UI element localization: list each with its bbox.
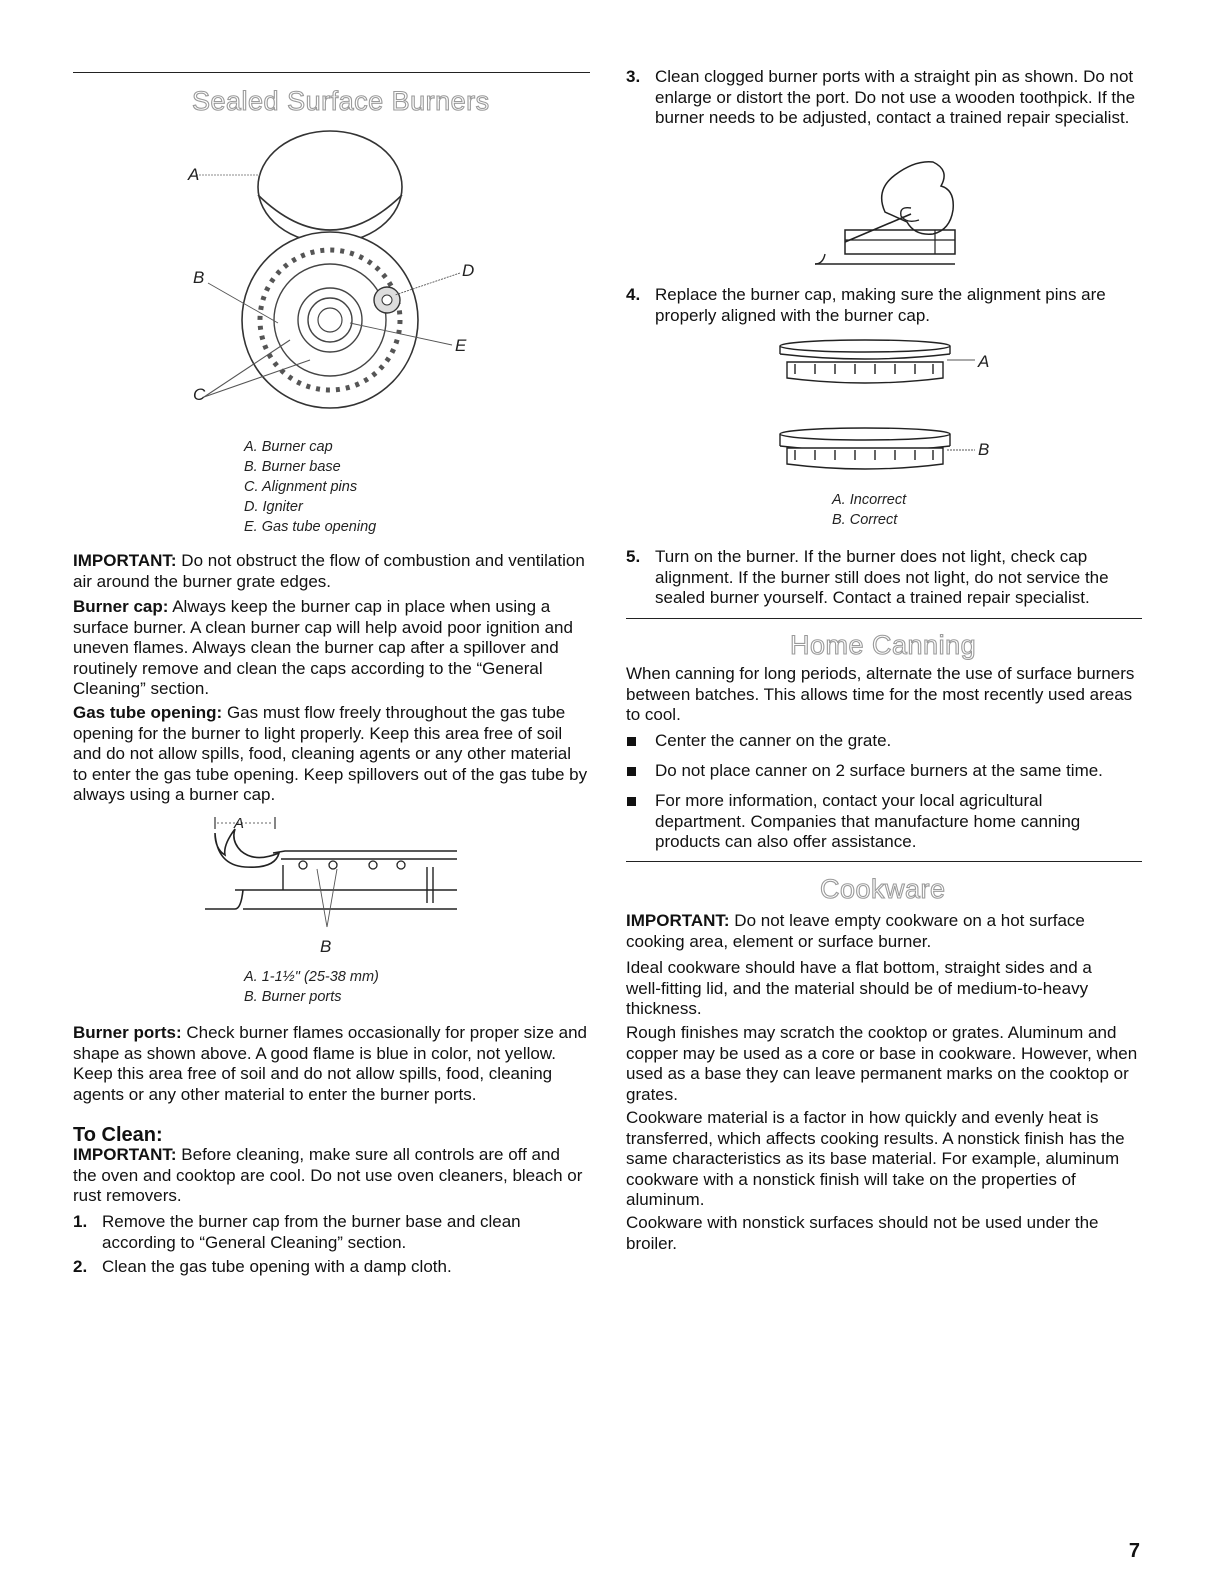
flame-legend-a: A. 1-1½" (25-38 mm) bbox=[244, 969, 379, 985]
bullet-marker bbox=[627, 797, 636, 806]
gas-tube-paragraph: Gas tube opening: Gas must flow freely throughout the gas tube opening for the burner to light properly. Keep this area free of soil and do not allow spills, food, cleaning agents or any other material to enter the gas tube opening. Keep spillovers out of the gas tube by always using a burner cap. bbox=[73, 703, 588, 804]
step-2-text: Clean the gas tube opening with a damp cloth. bbox=[102, 1257, 452, 1276]
burner-ports-paragraph: Burner ports: Check burner flames occasionally for proper size and shape as shown above. A good flame is blue in color, not yellow. Keep this area free of soil and do not allow spills, food, cleaning agents or any other material to enter the burner ports. bbox=[73, 1023, 587, 1104]
important-note: IMPORTANT: Do not obstruct the flow of combustion and ventilation air around the burner grate edges. bbox=[73, 551, 585, 591]
section-rule bbox=[626, 618, 1142, 619]
canning-bullet-1: Center the canner on the grate. bbox=[655, 731, 892, 750]
section-title-home-canning: Home Canning bbox=[790, 630, 977, 660]
burner-base-illustration bbox=[242, 232, 418, 408]
cap-alignment-correct bbox=[775, 426, 985, 482]
cookware-paragraph-4: Cookware with nonstick surfaces should not be used under the broiler. bbox=[626, 1213, 1099, 1253]
section-title-cookware: Cookware bbox=[820, 874, 946, 904]
flame-label-a: A bbox=[234, 815, 245, 832]
burner-legend-a: A. Burner cap bbox=[244, 439, 333, 455]
canning-bullet-2: Do not place canner on 2 surface burners at the same time. bbox=[655, 761, 1103, 780]
flame-label-b: B bbox=[320, 937, 332, 956]
step-3-text: Clean clogged burner ports with a straight pin as shown. Do not enlarge or distort the port. Do not use a wooden toothpick. If the burner needs to be adjusted, contact a trained repair specialist. bbox=[655, 67, 1136, 127]
section-title-sealed-burners: Sealed Surface Burners bbox=[192, 86, 490, 116]
flame-diagram bbox=[205, 815, 465, 940]
alignment-label-a: A bbox=[978, 352, 990, 371]
cookware-paragraph-3: Cookware material is a factor in how quickly and evenly heat is transferred, which affects cooking results. A nonstick finish has the same characteristics as its base material. For example, aluminum cookware with a nonstick finish will take on the properties of aluminum. bbox=[626, 1108, 1125, 1209]
cap-alignment-incorrect bbox=[775, 338, 985, 398]
step-number-4: 4. bbox=[626, 285, 641, 304]
canning-bullet-3: For more information, contact your local agricultural department. Companies that manufacture home canning products can also offer assistance. bbox=[655, 791, 1081, 851]
diagram-label-d: D bbox=[462, 261, 475, 280]
to-clean-heading: To Clean: bbox=[73, 1124, 163, 1146]
diagram-label-e: E bbox=[455, 336, 467, 355]
step-4-text: Replace the burner cap, making sure the alignment pins are properly aligned with the burner cap. bbox=[655, 285, 1106, 325]
clean-important-paragraph: IMPORTANT: Before cleaning, make sure all controls are off and the oven and cooktop are cool. Do not use oven cleaners, bleach or rust removers. bbox=[73, 1145, 583, 1205]
section-rule bbox=[626, 861, 1142, 862]
step-number-3: 3. bbox=[626, 67, 641, 86]
step-number-5: 5. bbox=[626, 547, 641, 566]
section-rule bbox=[73, 72, 590, 73]
step-1-text: Remove the burner cap from the burner base and clean according to “General Cleaning” section. bbox=[102, 1212, 521, 1252]
burner-legend-c: C. Alignment pins bbox=[244, 479, 358, 495]
page-number: 7 bbox=[1128, 1540, 1140, 1562]
burner-cap-illustration bbox=[258, 131, 402, 243]
cookware-paragraph-2: Rough finishes may scratch the cooktop or grates. Aluminum and copper may be used as a core or base in cookware. However, when used as a base they can leave permanent marks on the cooktop or grates. bbox=[626, 1023, 1138, 1104]
alignment-label-b: B bbox=[978, 440, 990, 459]
pin-cleaning-diagram bbox=[815, 150, 965, 270]
cookware-important: IMPORTANT: Do not leave empty cookware on a hot surface cooking area, element or surface burner. bbox=[626, 911, 1085, 951]
diagram-label-a: A bbox=[188, 165, 200, 184]
step-number-1: 1. bbox=[73, 1212, 88, 1231]
diagram-label-b: B bbox=[193, 268, 205, 287]
bullet-marker bbox=[627, 767, 636, 776]
cookware-paragraph-1: Ideal cookware should have a flat bottom, straight sides and a well-fitting lid, and the material should be of medium-to-heavy thickness. bbox=[626, 958, 1092, 1018]
burner-legend-d: D. Igniter bbox=[244, 499, 303, 515]
step-number-2: 2. bbox=[73, 1257, 88, 1276]
bullet-marker bbox=[627, 737, 636, 746]
canning-intro: When canning for long periods, alternate the use of surface burners between batches. This allows time for the most recently used areas to cool. bbox=[626, 664, 1135, 724]
flame-shape bbox=[215, 829, 279, 867]
burner-cap-paragraph: Burner cap: Always keep the burner cap in place when using a surface burner. A clean burner cap will help avoid poor ignition and uneven flames. Always clean the burner cap after a spillover and routinely remove and clean the caps according to the “General Cleaning” section. bbox=[73, 597, 573, 698]
burner-diagram bbox=[180, 135, 500, 415]
alignment-legend-a: A. Incorrect bbox=[832, 492, 907, 508]
burner-legend-e: E. Gas tube opening bbox=[244, 519, 377, 535]
hand-shape bbox=[882, 162, 954, 234]
burner-legend-b: B. Burner base bbox=[244, 459, 341, 475]
diagram-label-c: C bbox=[193, 385, 206, 404]
alignment-legend-b: B. Correct bbox=[832, 512, 898, 528]
step-5-text: Turn on the burner. If the burner does not light, check cap alignment. If the burner still does not light, do not service the sealed burner yourself. Contact a trained repair specialist. bbox=[655, 547, 1109, 607]
flame-legend-b: B. Burner ports bbox=[244, 989, 342, 1005]
